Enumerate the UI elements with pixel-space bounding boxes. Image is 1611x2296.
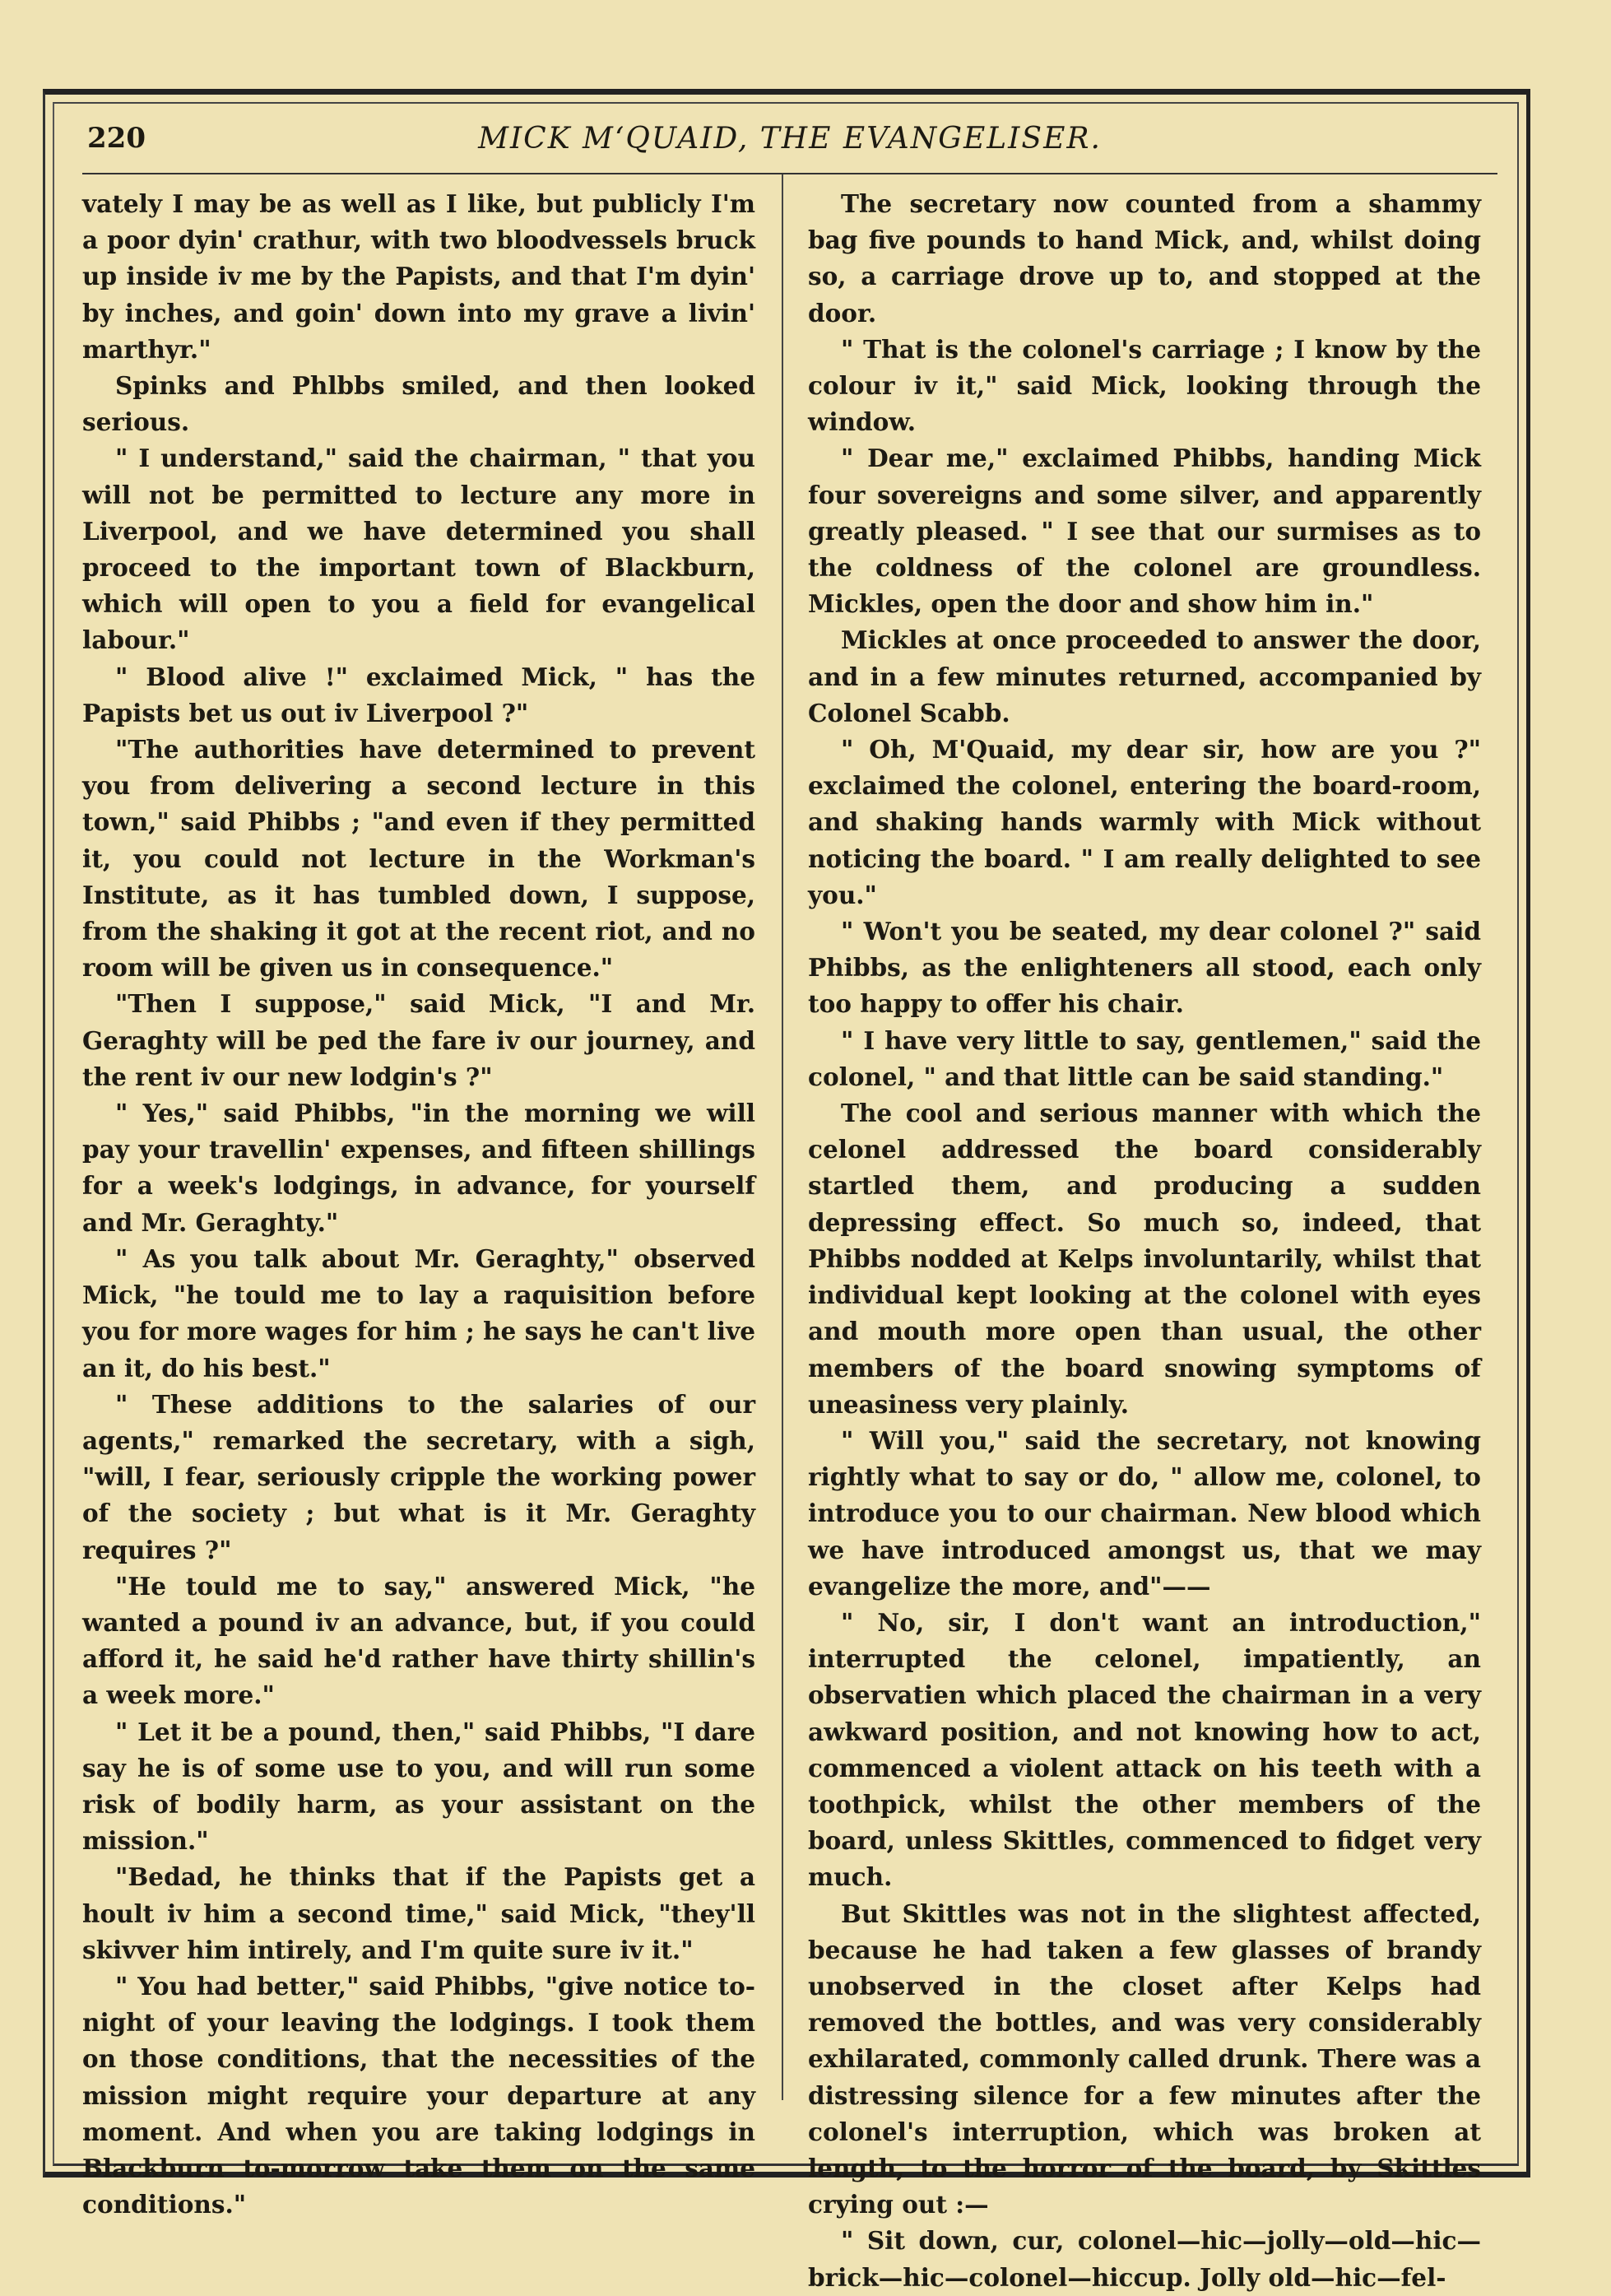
paragraph: "He tould me to say," answered Mick, "he wanted a pound iv an advance, but, if you could afford it, he said he'd rather have thirty shillin's a week more." — [82, 1571, 755, 1710]
paragraph: " I have very little to say, gentlemen," said the colonel, " and that little can be said standing." — [808, 1025, 1481, 1091]
running-title: MICK M‘QUAID, THE EVANGELISER. — [478, 122, 1102, 156]
paragraph: " I understand," said the chairman, " that you will not be permitted to lecture any more in Liverpool, and we have determined you shall proceed to the important town of Blackburn, which will open to you a field for evangelical labour." — [82, 444, 755, 655]
paragraph: " Blood alive !" exclaimed Mick, " has the Papists bet us out iv Liverpool ?" — [82, 662, 755, 727]
paragraph: The secretary now counted from a shammy bag five pounds to hand Mick, and, whilst doing so, a carriage drove up to, and stopped at the door. — [808, 189, 1481, 328]
paragraph: " You had better," said Phibbs, "give notice to-night of your leaving the lodgings. I took them on those conditions, that the necessities of the mission might require your departure at any moment. And when you are taking lodgings in Blackburn to-morrow take them on the same conditions." — [82, 1971, 755, 2219]
paragraph: " Let it be a pound, then," said Phibbs, "I dare say he is of some use to you, and will run some risk of bodily harm, as your assistant on the mission." — [82, 1717, 755, 1856]
paragraph: vately I may be as well as I like, but publicly I'm a poor dyin' crathur, with two bloodvessels bruck up inside iv me by the Papists, and that I'm dyin' by inches, and goin' down into my grave a livin' marthyr." — [82, 189, 755, 364]
paragraph: " Won't you be seated, my dear colonel ?" said Phibbs, as the enlighteners all stood, each only too happy to offer his chair. — [808, 917, 1481, 1019]
paragraph: Spinks and Phlbbs smiled, and then looked serious. — [82, 371, 755, 437]
paragraph: " Yes," said Phibbs, "in the morning we will pay your travellin' expenses, and fifteen shillings for a week's lodgings, in advance, for yourself and Mr. Geraghty." — [82, 1099, 755, 1237]
paragraph: The cool and serious manner with which the celonel addressed the board considerably startled them, and producing a sudden depressing effect. So much so, indeed, that Phibbs nodded at Kelps involuntarily, whilst that individual kept looking at the colonel with eyes and mouth more open than usual, the other members of the board snowing symptoms of uneasiness very plainly. — [808, 1099, 1481, 1419]
column-divider — [782, 174, 783, 2100]
page-number: 220 — [87, 122, 146, 155]
left-column — [82, 186, 755, 2223]
paragraph: "Then I suppose," said Mick, "I and Mr. Geraghty will be ped the fare iv our journey, and the rent iv our new lodgin's ?" — [82, 989, 755, 1091]
paragraph: "The authorities have determined to prevent you from delivering a second lecture in this town," said Phibbs ; "and even if they permitted it, you could not lecture in the Workman's Institute, as it has tumbled down, I suppose, from the shaking it got at the recent riot, and no room will be given us in consequence." — [82, 735, 755, 983]
paragraph: " That is the colonel's carriage ; I know by the colour iv it," said Mick, looking through the window. — [808, 334, 1481, 437]
right-column — [808, 186, 1481, 2296]
paragraph: " Dear me," exclaimed Phibbs, handing Mick four sovereigns and some silver, and apparently greatly pleased. " I see that our surmises as to the coldness of the colonel are groundless. Mickles, open the door and show him in." — [808, 444, 1481, 619]
paragraph: " These additions to the salaries of our agents," remarked the secretary, with a sigh, "will, I fear, seriously cripple the working power of the society ; but what is it Mr. Geraghty requires ?" — [82, 1389, 755, 1564]
paragraph: " Will you," said the secretary, not knowing rightly what to say or do, " allow me, colonel, to introduce you to our chairman. New blood which we have introduced amongst us, that we may evangelize the more, and"—— — [808, 1425, 1481, 1601]
paragraph: "Bedad, he thinks that if the Papists get a hoult iv him a second time," said Mick, "they'll skivver him intirely, and I'm quite sure iv it." — [82, 1862, 755, 1964]
page-header — [82, 122, 1497, 168]
paragraph: " No, sir, I don't want an introduction," interrupted the celonel, impatiently, an observatien which placed the chairman in a very awkward position, and not knowing how to act, commenced a violent attack on his teeth with a toothpick, whilst the other members of the board, unless Skittles, commenced to fidget very much. — [808, 1607, 1481, 1892]
paragraph: " Oh, M'Quaid, my dear sir, how are you ?" exclaimed the colonel, entering the board-room, and shaking hands warmly with Mick without noticing the board. " I am really delighted to see you." — [808, 735, 1481, 909]
paragraph: But Skittles was not in the slightest affected, because he had taken a few glasses of brandy unobserved in the closet after Kelps had removed the bottles, and was very considerably exhilarated, commonly called drunk. There was a distressing silence for a few minutes after the colonel's interruption, which was broken at length, to the horror of the board, by Skittles crying out :— — [808, 1899, 1481, 2219]
paragraph: " As you talk about Mr. Geraghty," observed Mick, "he tould me to lay a raquisition before you for more wages for him ; he says he can't live an it, do his best." — [82, 1243, 755, 1383]
paragraph: " Sit down, cur, colonel—hic—jolly—old—hic—brick—hic—colonel—hiccup. Jolly old—hic—fel- — [808, 2226, 1481, 2292]
header-rule — [82, 173, 1497, 174]
paragraph: Mickles at once proceeded to answer the door, and in a few minutes returned, accompanied by Colonel Scabb. — [808, 625, 1481, 727]
